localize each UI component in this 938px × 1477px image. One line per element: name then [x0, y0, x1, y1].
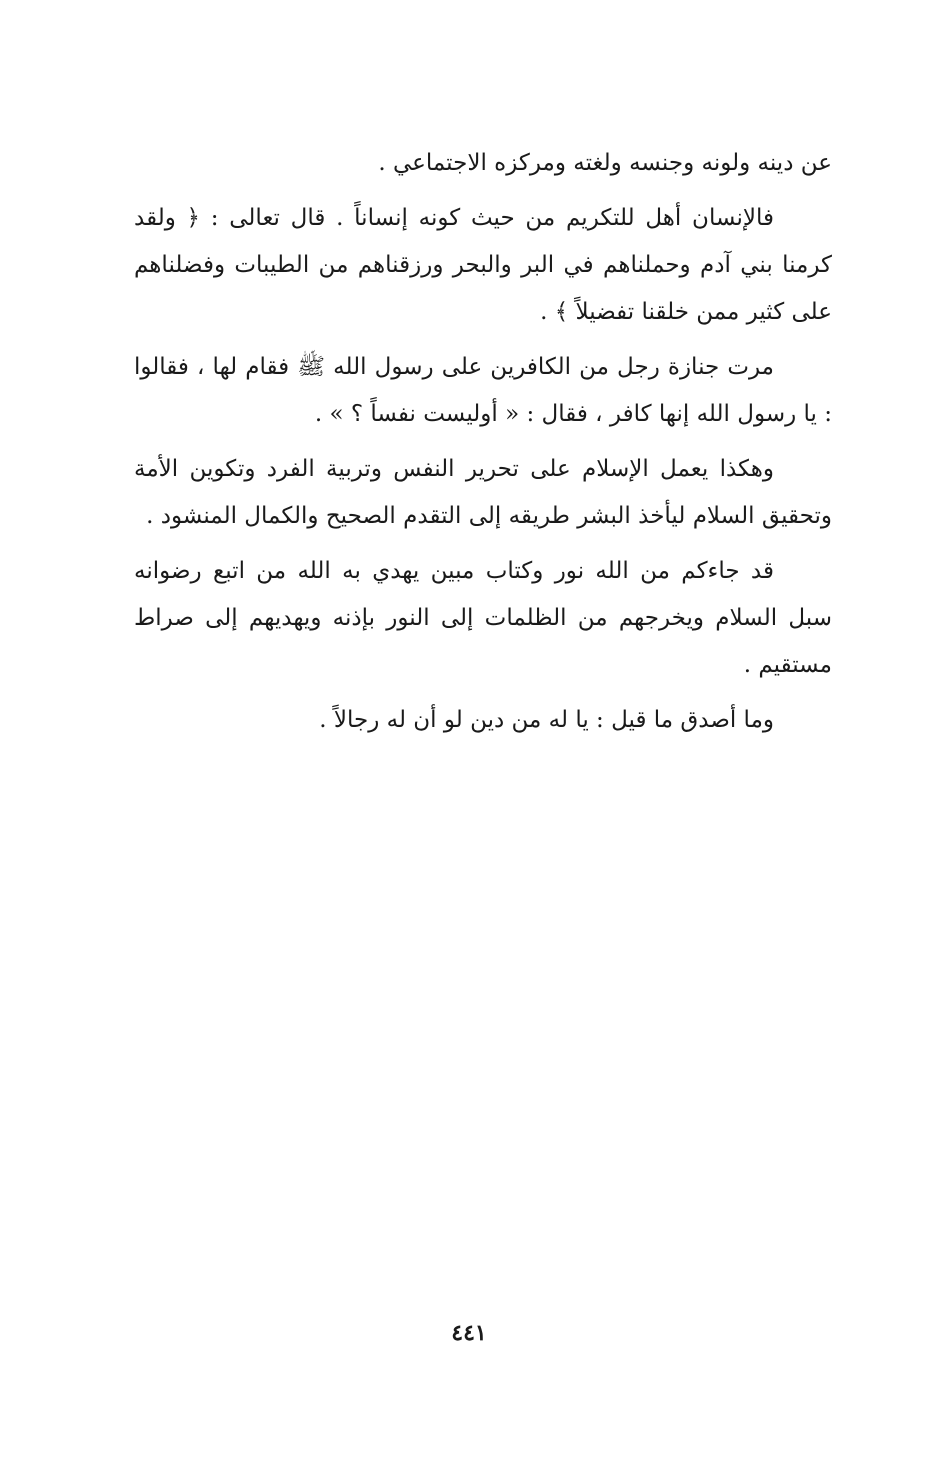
body-text: [134, 140, 832, 752]
paragraph-light-book: قد جاءكم من الله نور وكتاب مبين يهدي به الله من اتبع رضوانه سبل السلام ويخرجهم من الظلمات إلى النور بإذنه ويهديهم إلى صراط مستقيم .: [134, 558, 832, 678]
paragraph-closing-saying: وما أصدق ما قيل : يا له من دين لو أن له رجالاً .: [319, 707, 774, 733]
paragraph-continuation: عن دينه ولونه وجنسه ولغته ومركزه الاجتماعي .: [378, 150, 832, 176]
page-number: ٤٤١: [451, 1320, 487, 1346]
paragraph-funeral-hadith: مرت جنازة رجل من الكافرين على رسول الله ﷺ فقام لها ، فقالوا : يا رسول الله إنها كافر ، فقال : « أوليست نفساً ؟ » .: [134, 354, 832, 427]
paragraph-human-dignity: فالإنسان أهل للتكريم من حيث كونه إنساناً . قال تعالى : ﴿ ولقد كرمنا بني آدم وحملناهم في البر والبحر ورزقناهم من الطيبات وفضلناهم على كثير ممن خلقنا تفضيلاً ﴾ .: [134, 205, 832, 325]
paragraph-islam-liberation: وهكذا يعمل الإسلام على تحرير النفس وتربية الفرد وتكوين الأمة وتحقيق السلام ليأخذ البشر طريقه إلى التقدم الصحيح والكمال المنشود .: [134, 456, 832, 529]
